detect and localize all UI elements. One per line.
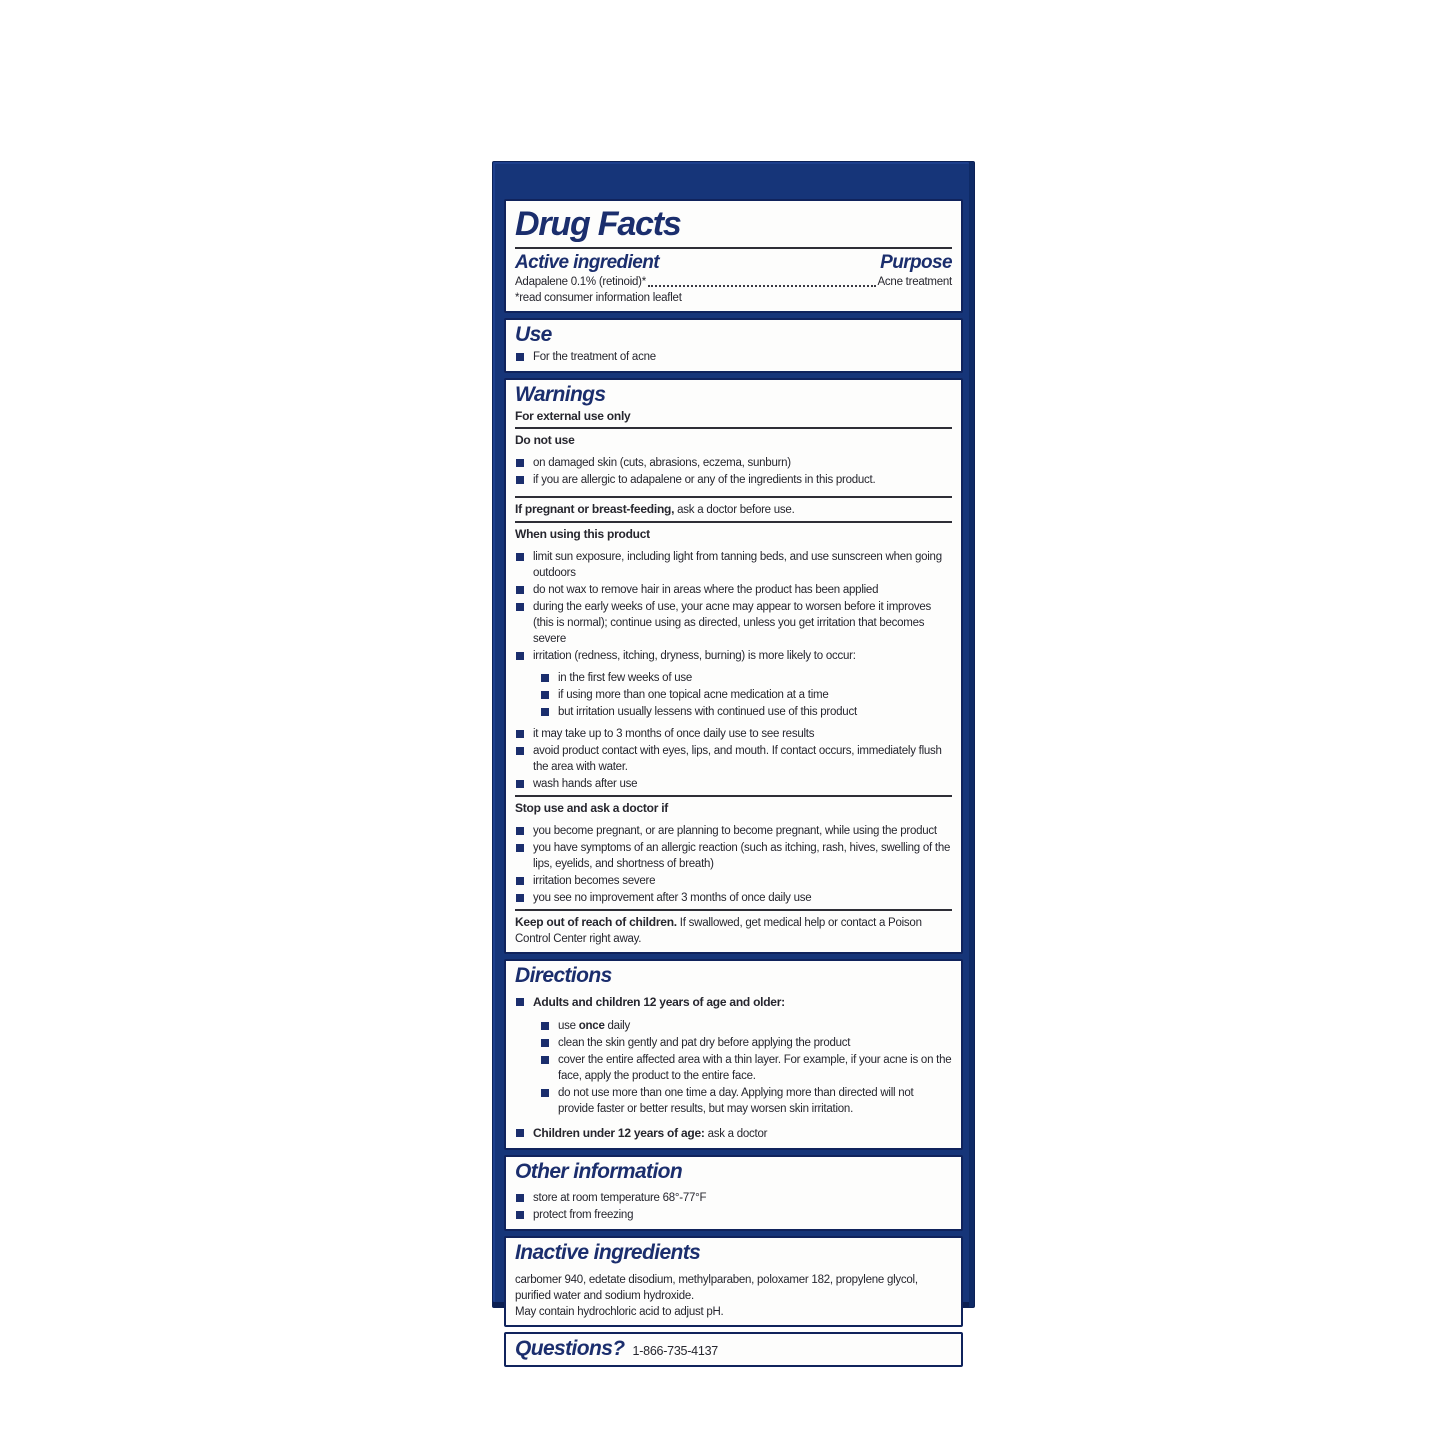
- keep-out-bold: Keep out of reach of children.: [515, 915, 677, 929]
- bullet-square-icon: [541, 1039, 549, 1047]
- bullet-square-icon: [516, 1129, 524, 1137]
- list-item: [515, 823, 952, 839]
- divider: [515, 795, 952, 797]
- list-item: [540, 1085, 952, 1117]
- do-not-use-item: on damaged skin (cuts, abrasions, eczema, sunburn): [533, 457, 791, 469]
- bullet-square-icon: [516, 1194, 524, 1202]
- list-item: [540, 1018, 952, 1034]
- step-once-pre: use: [558, 1020, 579, 1032]
- list-item: [515, 726, 952, 742]
- purpose-heading: Purpose: [880, 252, 952, 273]
- list-item: [515, 994, 952, 1010]
- children-direction: [533, 1125, 767, 1142]
- list-item: [540, 1035, 952, 1051]
- step-once-bold: once: [578, 1020, 605, 1032]
- list-item: [515, 349, 952, 365]
- bullet-square-icon: [516, 730, 524, 738]
- inactive-ingredients-heading: Inactive ingredients: [515, 1241, 701, 1264]
- divider: [515, 909, 952, 911]
- pregnant-warning-rest: ask a doctor before use.: [674, 504, 795, 516]
- bullet-square-icon: [516, 827, 524, 835]
- when-using-item: during the early weeks of use, your acne may appear to worsen before it improves (this is normal); continue using as directed, unless you get irritation that becomes severe: [533, 601, 932, 645]
- list-item: [515, 873, 952, 889]
- list-item: [515, 1125, 952, 1142]
- list-item: [515, 1190, 952, 1206]
- panel-directions: [504, 959, 963, 1150]
- bullet-square-icon: [516, 780, 524, 788]
- questions-phone-number: 1-866-735-4137: [632, 1344, 718, 1358]
- bullet-square-icon: [516, 844, 524, 852]
- bullet-square-icon: [516, 459, 524, 467]
- divider: [515, 521, 952, 523]
- list-item: [515, 599, 952, 647]
- when-using-heading: When using this product: [515, 527, 650, 541]
- warnings-heading: Warnings: [515, 383, 606, 406]
- questions-heading: Questions?: [515, 1337, 625, 1360]
- other-info-item: store at room temperature 68°-77°F: [533, 1192, 707, 1204]
- list-item: [515, 776, 952, 792]
- direction-step: clean the skin gently and pat dry before applying the product: [558, 1037, 851, 1049]
- pregnant-warning-bold: If pregnant or breast-feeding,: [515, 502, 675, 516]
- when-using-item: it may take up to 3 months of once daily use to see results: [533, 728, 815, 740]
- use-item-text: For the treatment of acne: [533, 351, 656, 363]
- drug-facts-label: [492, 161, 975, 1360]
- do-not-use-item: if you are allergic to adapalene or any of the ingredients in this product.: [533, 474, 876, 486]
- active-ingredient-footnote: *read consumer information leaflet: [515, 292, 682, 304]
- drug-facts-title: Drug Facts: [515, 205, 681, 243]
- bullet-square-icon: [516, 998, 524, 1006]
- list-item: [515, 840, 952, 872]
- when-using-item: wash hands after use: [533, 778, 638, 790]
- bullet-square-icon: [541, 691, 549, 699]
- list-item: [515, 890, 952, 906]
- bullet-square-icon: [516, 353, 524, 361]
- list-item: [540, 704, 952, 720]
- pregnant-warning: [515, 501, 952, 518]
- list-item: [515, 472, 952, 488]
- active-ingredient-value: Adapalene 0.1% (retinoid)*: [515, 276, 646, 288]
- when-using-sub-item: if using more than one topical acne medication at a time: [558, 689, 829, 701]
- bullet-square-icon: [516, 747, 524, 755]
- list-item: [515, 455, 952, 471]
- bullet-square-icon: [516, 553, 524, 561]
- step-once-post: daily: [604, 1020, 630, 1032]
- children-direction-bold: Children under 12 years of age:: [533, 1126, 705, 1140]
- bullet-square-icon: [516, 476, 524, 484]
- children-direction-rest: ask a doctor: [704, 1128, 768, 1140]
- when-using-sub-item: in the first few weeks of use: [558, 672, 693, 684]
- bullet-square-icon: [541, 1056, 549, 1064]
- direction-step: do not use more than one time a day. Applying more than directed will not provide faster or better results, but may worsen skin irritation.: [558, 1087, 914, 1115]
- bullet-square-icon: [541, 1089, 549, 1097]
- other-information-heading: Other information: [515, 1160, 683, 1183]
- bullet-square-icon: [516, 652, 524, 660]
- list-item: [540, 1052, 952, 1084]
- panel-questions: [504, 1332, 963, 1367]
- list-item: [515, 743, 952, 775]
- stop-use-heading: Stop use and ask a doctor if: [515, 801, 669, 815]
- keep-out-of-reach-text: [515, 914, 952, 947]
- list-item: [515, 648, 952, 664]
- panel-inactive-ingredients: [504, 1236, 963, 1327]
- when-using-item: do not wax to remove hair in areas where the product has been applied: [533, 584, 879, 596]
- list-item: [515, 549, 952, 581]
- list-item: [515, 1207, 952, 1223]
- use-heading: Use: [515, 323, 552, 346]
- inactive-ingredients-text: carbomer 940, edetate disodium, methylparaben, poloxamer 182, propylene glycol, purified water and sodium hydroxide.: [515, 1274, 918, 1302]
- list-item: [540, 670, 952, 686]
- bullet-square-icon: [516, 894, 524, 902]
- when-using-sub-item: but irritation usually lessens with continued use of this product: [558, 706, 857, 718]
- adults-heading: Adults and children 12 years of age and older:: [533, 995, 785, 1009]
- keep-out-rest: If swallowed, get medical help or contact a Poison Control Center right away.: [515, 917, 922, 945]
- stop-use-item: you become pregnant, or are planning to become pregnant, while using the product: [533, 825, 937, 837]
- direction-step: cover the entire affected area with a thin layer. For example, if your acne is on the face, apply the product to the entire face.: [558, 1054, 952, 1082]
- other-info-item: protect from freezing: [533, 1209, 634, 1221]
- when-using-item: avoid product contact with eyes, lips, and mouth. If contact occurs, immediately flush the area with water.: [533, 745, 942, 773]
- list-item: [515, 582, 952, 598]
- external-use-text: For external use only: [515, 409, 631, 423]
- divider: [515, 427, 952, 429]
- bullet-square-icon: [516, 877, 524, 885]
- purpose-value: Acne treatment: [877, 276, 952, 288]
- direction-step: [558, 1018, 630, 1034]
- when-using-item: irritation (redness, itching, dryness, burning) is more likely to occur:: [533, 650, 856, 662]
- panel-active-ingredient: [504, 199, 963, 313]
- stop-use-item: you see no improvement after 3 months of once daily use: [533, 892, 812, 904]
- inactive-ingredients-note: May contain hydrochloric acid to adjust pH.: [515, 1306, 724, 1318]
- directions-heading: Directions: [515, 964, 612, 987]
- list-item: [540, 687, 952, 703]
- panel-use: [504, 318, 963, 373]
- stop-use-item: you have symptoms of an allergic reaction (such as itching, rash, hives, swelling of the lips, eyelids, and shortness of breath): [533, 842, 951, 870]
- panel-warnings: [504, 378, 963, 954]
- divider: [515, 496, 952, 498]
- panel-other-information: [504, 1155, 963, 1231]
- bullet-square-icon: [541, 708, 549, 716]
- bullet-square-icon: [516, 586, 524, 594]
- bullet-square-icon: [516, 603, 524, 611]
- bullet-square-icon: [541, 674, 549, 682]
- active-ingredient-heading: Active ingredient: [515, 252, 659, 273]
- dotted-leader: [648, 284, 876, 287]
- do-not-use-heading: Do not use: [515, 433, 575, 447]
- when-using-item: limit sun exposure, including light from tanning beds, and use sunscreen when going outdoors: [533, 551, 942, 579]
- bullet-square-icon: [541, 1022, 549, 1030]
- divider: [515, 247, 952, 249]
- stop-use-item: irritation becomes severe: [533, 875, 656, 887]
- bullet-square-icon: [516, 1211, 524, 1219]
